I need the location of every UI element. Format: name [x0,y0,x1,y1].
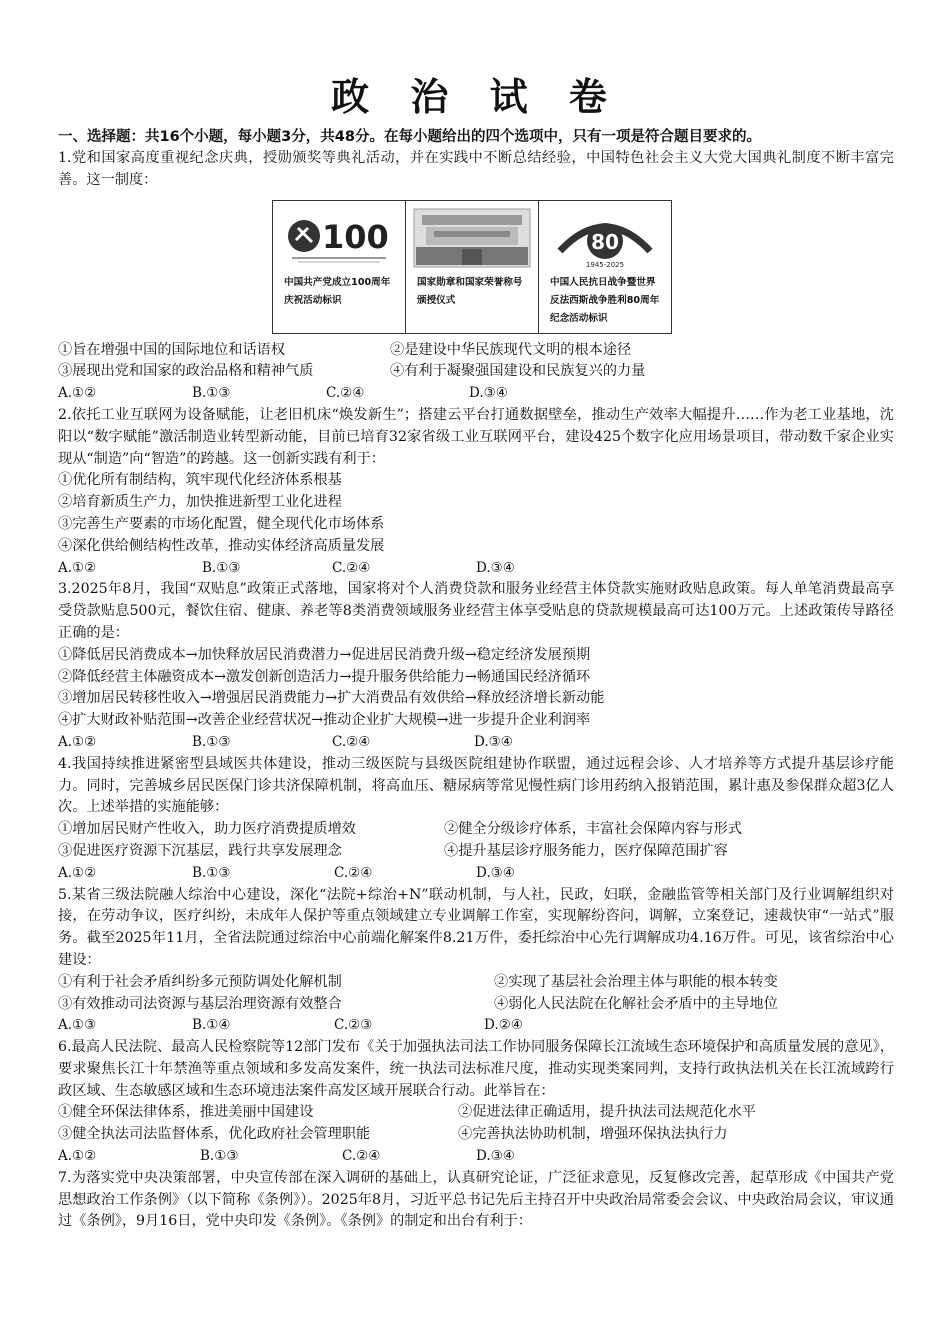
option-1: ①旨在增强中国的国际地位和话语权 [58,341,286,358]
option-1: ①优化所有制结构，筑牢现代化经济体系根基 [58,472,342,489]
figure-panel-victory [539,201,671,333]
question-4-options-row-1 [58,819,894,841]
ceremony-photo-icon [409,204,535,272]
option-2: ②实现了基层社会治理主体与职能的根本转变 [494,973,778,990]
answer-d: D.③④ [476,1148,515,1165]
exam-page [58,0,894,1233]
answer-d: D.③④ [476,559,515,576]
answer-d: D.③④ [474,733,513,750]
figure-panel-ceremony [406,201,539,333]
option-4: ④完善执法协助机制，增强环保执法执行力 [458,1126,728,1143]
centenary-logo-text: 100 [322,217,389,256]
answer-a: A.①② [58,559,97,576]
victory-logo-text: 80 [591,229,619,254]
question-5-options-row-2 [58,994,894,1016]
section-heading: 一、选择题：共16个小题，每小题3分，共48分。在每小题给出的四个选项中，只有一项是符合题目要求的。 [58,129,761,145]
question-6-answers [58,1146,894,1168]
centenary-logo-icon [276,204,402,272]
option-2: ②降低经营主体融资成本→激发创新创造活力→提升服务供给能力→畅通国民经济循环 [58,668,591,685]
answer-c: C.②④ [332,733,371,750]
answer-c: C.②④ [342,1148,381,1165]
answer-a: A.①② [58,1148,97,1165]
option-4: ④有利于凝聚强国建设和民族复兴的力量 [390,363,646,380]
answer-b: B.①③ [192,385,231,402]
option-3: ③完善生产要素的市场化配置，健全现代化市场体系 [58,515,385,532]
answer-b: B.①④ [192,1017,231,1034]
answer-c: C.②④ [326,385,365,402]
question-1-answers [58,383,894,405]
question-1-options-row-1 [58,340,894,362]
question-5-options-row-1 [58,972,894,994]
option-3: ③增加居民转移性收入→增强居民消费能力→扩大消费品有效供给→释放经济增长新动能 [58,690,605,707]
answer-a: A.①② [58,733,97,750]
page-title: 政 治 试 卷 [331,75,621,119]
answer-b: B.①③ [192,864,231,881]
figure-caption-3: 中国人民抗日战争暨世界反法西斯战争胜利80周年纪念活动标识 [550,276,660,324]
victory-logo-years: 1945-2025 [585,260,625,269]
question-6-options-row-1 [58,1102,894,1124]
option-1: ①增加居民财产性收入，助力医疗消费提质增效 [58,821,356,838]
option-3: ③促进医疗资源下沉基层，践行共享发展理念 [58,842,342,859]
option-2: ②是建设中华民族现代文明的根本途径 [390,341,632,358]
question-1-stem: 1.党和国家高度重视纪念庆典，授勋颁奖等典礼活动，并在实践中不断总结经验，中国特色社会主义大党大国典礼制度不断丰富完善。这一制度： [58,150,894,188]
answer-c: C.②④ [332,559,371,576]
question-3-stem: 3.2025年8月，我国“双贴息”政策正式落地，国家将对个人消费贷款和服务业经营主体贷款实施财政贴息政策。每人单笔消费最高享受贷款贴息500元，餐饮住宿、健康、养老等8类消费领域服务业经营主体享受贴息的贷款规模最高可达100万元。上述政策传导路径正确的是： [58,581,894,641]
question-4-answers [58,863,894,885]
answer-b: B.①③ [192,733,231,750]
victory-logo-icon [542,204,668,272]
answer-c: C.②④ [334,864,373,881]
answer-b: B.①③ [202,559,241,576]
question-5-stem: 5.某省三级法院融人综治中心建设，深化“法院+综治+N”联动机制，与人社，民政，妇联，金融监管等相关部门及行业调解组织对接，在劳动争议，医疗纠纷，未成年人保护等重点领域建立专业调解工作室，实现解纷咨问，调解，立案登记，速裁快审“一站式”服务。截至2025年11月，全省法院通过综治中心前端化解案件8.21万件，委托综治中心先行调解成功4.16万件。可见，该省综治中心建设： [58,886,894,968]
question-2-stem: 2.依托工业互联网为设备赋能，让老旧机床“焕发新生”；搭建云平台打通数据壁垒，推动生产效率大幅提升……作为老工业基地，沈阳以“数字赋能”激活制造业转型新动能，目前已培育32家省级工业互联网平台，建设425个数字化应用场景项目，带动数千家企业实现从“制造”向“智造”的跨越。这一创新实践有利于： [58,406,894,467]
answer-d: D.③④ [469,385,508,402]
figure-caption-2: 国家勋章和国家荣誉称号颁授仪式 [417,276,523,306]
question-3-answers [58,732,894,754]
option-1: ①健全环保法律体系，推进美丽中国建设 [58,1104,314,1121]
option-4: ④深化供给侧结构性改革，推动实体经济高质量发展 [58,537,385,554]
option-2: ②促进法律正确适用，提升执法司法规范化水平 [458,1104,756,1121]
question-2-answers [58,558,894,580]
option-3: ③展现出党和国家的政治品格和精神气质 [58,363,314,380]
option-4: ④弱化人民法院在化解社会矛盾中的主导地位 [494,995,778,1012]
option-1: ①降低居民消费成本→加快释放居民消费潜力→促进居民消费升级→稳定经济发展预期 [58,646,591,663]
question-1-figure [272,200,672,334]
answer-b: B.①③ [200,1148,239,1165]
question-5-answers [58,1015,894,1037]
option-4: ④提升基层诊疗服务能力，医疗保障范围扩容 [444,842,728,859]
option-1: ①有利于社会矛盾纠纷多元预防调处化解机制 [58,973,342,990]
answer-a: A.①③ [58,1017,97,1034]
answer-c: C.②③ [334,1017,373,1034]
option-3: ③有效推动司法资源与基层治理资源有效整合 [58,995,342,1012]
option-4: ④扩大财政补贴范围→改善企业经营状况→推动企业扩大规模→进一步提升企业利润率 [58,712,591,729]
option-2: ②健全分级诊疗体系，丰富社会保障内容与形式 [444,821,742,838]
answer-d: D.②④ [484,1017,523,1034]
figure-caption-1: 中国共产党成立100周年庆祝活动标识 [284,276,391,306]
question-7-stem: 7.为落实党中央决策部署，中央宣传部在深入调研的基础上，认真研究论证，广泛征求意见，反复修改完善，起草形成《中国共产党思想政治工作条例》（以下简称《条例》）。2025年8月，习近平总书记先后主持召开中央政治局常委会会议、中央政治局会议，审议通过《条例》，9月16日，党中央印发《条例》。《条例》的制定和出台有利于： [58,1169,894,1230]
question-4-stem: 4.我国持续推进紧密型县域医共体建设，推动三级医院与县级医院组建协作联盟，通过远程会诊、人才培养等方式提升基层诊疗能力。同时，完善城乡居民医保门诊共济保障机制，将高血压、糖尿病等常见慢性病门诊用药纳入报销范围，累计惠及参保群众超3亿人次。上述举措的实施能够： [58,755,894,816]
question-4-options-row-2 [58,841,894,863]
answer-a: A.①② [58,385,97,402]
question-6-stem: 6.最高人民法院、最高人民检察院等12部门发布《关于加强执法司法工作协同服务保障长江流域生态环境保护和高质量发展的意见》，要求聚焦长江十年禁渔等重点领域和多发高发案件，统一执法司法标准尺度，推动实现类案同判，支持行政执法机关在长江流域跨行政区域、生态敏感区域和生态环境违法案件高发区域开展联合行动。此举旨在： [58,1039,894,1099]
answer-d: D.③④ [476,864,515,881]
answer-a: A.①② [58,864,97,881]
question-6-options-row-2 [58,1124,894,1146]
question-1-options-row-2 [58,361,894,383]
option-2: ②培育新质生产力，加快推进新型工业化进程 [58,494,342,511]
option-3: ③健全执法司法监督体系，优化政府社会管理职能 [58,1126,371,1143]
figure-panel-centenary [273,201,406,333]
